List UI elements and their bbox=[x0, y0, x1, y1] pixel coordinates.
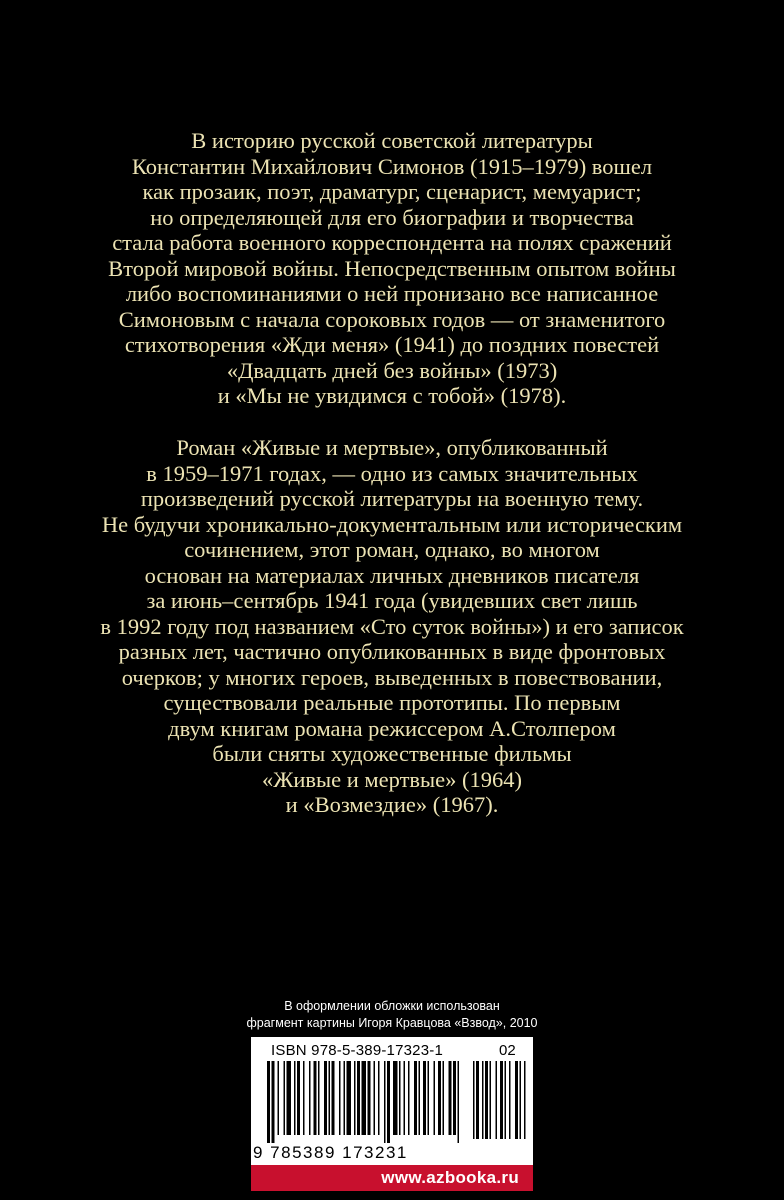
barcode-addon-bar bbox=[509, 1061, 511, 1139]
barcode-bar bbox=[449, 1061, 452, 1135]
text-line: сочинением, этот роман, однако, во многом bbox=[184, 537, 600, 562]
text-line: либо воспоминаниями о ней пронизано все написанное bbox=[125, 281, 659, 306]
text-line: разных лет, частично опубликованных в виде фронтовых bbox=[118, 639, 666, 664]
barcode-addon-bar bbox=[520, 1061, 522, 1139]
text-line: в 1959–1971 годах, — одно из самых значительных bbox=[146, 460, 638, 486]
annotation-paragraph-2 bbox=[40, 435, 744, 818]
text-line: как прозаик, поэт, драматург, сценарист, мемуарист; bbox=[142, 179, 642, 204]
barcode-bar bbox=[314, 1061, 317, 1135]
barcode-addon-bar bbox=[485, 1061, 488, 1139]
barcode-bar bbox=[324, 1061, 327, 1135]
text-line: Константин Михайлович Симонов (1915–1979) вошел bbox=[131, 153, 653, 179]
annotation-paragraph-1 bbox=[40, 128, 744, 409]
barcode-bar bbox=[332, 1061, 335, 1135]
text-line: «Двадцать дней без войны» (1973) bbox=[226, 357, 558, 383]
text-line: Роман «Живые и мертвые», опубликованный bbox=[176, 435, 608, 460]
publisher-url[interactable]: www.azbooka.ru bbox=[251, 1165, 533, 1191]
barcode-bar bbox=[428, 1061, 430, 1135]
text-line: и «Возмездие» (1967). bbox=[285, 792, 499, 817]
barcode-bar bbox=[384, 1061, 386, 1143]
barcode-addon-label: 02 bbox=[499, 1042, 516, 1059]
cover-credit bbox=[0, 998, 784, 1032]
barcode-bar bbox=[318, 1061, 320, 1135]
barcode-addon-bar bbox=[500, 1061, 503, 1139]
barcode-bar bbox=[438, 1061, 441, 1135]
barcode-bar bbox=[267, 1061, 270, 1143]
barcode-bar bbox=[309, 1061, 311, 1135]
barcode-bar bbox=[357, 1061, 360, 1135]
barcode-bar bbox=[408, 1061, 410, 1135]
text-line: были сняты художественные фильмы bbox=[212, 741, 572, 766]
credit-line: фрагмент картины Игоря Кравцова «Взвод», 2010 bbox=[246, 1016, 538, 1030]
credit-line: В оформлении обложки использован bbox=[284, 999, 500, 1013]
barcode-bar bbox=[354, 1061, 356, 1135]
barcode-bar bbox=[434, 1061, 436, 1135]
isbn-barcode bbox=[251, 1037, 533, 1165]
barcode-bar bbox=[399, 1061, 401, 1135]
barcode-addon-bar bbox=[482, 1061, 484, 1139]
barcode-bar bbox=[272, 1061, 275, 1143]
text-line: В историю русской советской литературы bbox=[191, 128, 593, 153]
text-line: в 1992 году под названием «Сто суток войны») и его записок bbox=[100, 613, 684, 639]
barcode-bar bbox=[378, 1061, 380, 1135]
barcode-bar bbox=[387, 1061, 390, 1143]
isbn-label: ISBN 978-5-389-17323-1 bbox=[271, 1042, 444, 1059]
barcode-bar bbox=[339, 1061, 341, 1135]
text-line: Симоновым с начала сороковых годов — от знаменитого bbox=[118, 306, 666, 332]
barcode-bar bbox=[347, 1061, 352, 1135]
text-line: но определяющей для его биографии и творчества bbox=[150, 204, 634, 230]
barcode-bar bbox=[393, 1061, 398, 1135]
barcode-bar bbox=[419, 1061, 421, 1135]
barcode-bar bbox=[344, 1061, 346, 1135]
text-line: очерков; у многих героев, выведенных в повествовании, bbox=[121, 664, 663, 690]
text-line: двум книгам романа режиссером А.Столпером bbox=[168, 715, 616, 741]
text-line: стихотворения «Жди меня» (1941) до поздних повестей bbox=[124, 332, 660, 357]
ean-digits: 9 785389 173231 bbox=[253, 1143, 408, 1162]
barcode-addon-bar bbox=[524, 1061, 526, 1139]
barcode-bar bbox=[303, 1061, 305, 1135]
barcode-bar bbox=[458, 1061, 460, 1143]
barcode-bar bbox=[297, 1061, 300, 1135]
barcode-bar bbox=[423, 1061, 426, 1135]
barcode-bar bbox=[329, 1061, 331, 1135]
barcode-addon-bar bbox=[515, 1061, 518, 1139]
barcode-bar bbox=[278, 1061, 280, 1135]
barcode-addon-bar bbox=[490, 1061, 492, 1139]
barcode-bar bbox=[294, 1061, 296, 1135]
text-line: Второй мировой войны. Непосредственным опытом войны bbox=[108, 255, 676, 281]
text-line: «Живые и мертвые» (1964) bbox=[261, 766, 523, 792]
barcode-bar bbox=[287, 1061, 292, 1135]
text-line: произведений русской литературы на военную тему. bbox=[140, 486, 644, 511]
text-line: за июнь–сентябрь 1941 года (увидевших свет лишь bbox=[146, 588, 638, 613]
text-line: существовали реальные прототипы. По первым bbox=[163, 690, 621, 715]
barcode-bar bbox=[453, 1061, 456, 1135]
barcode-bar bbox=[374, 1061, 376, 1135]
barcode-addon-bar bbox=[473, 1061, 475, 1139]
text-line: основан на материалах личных дневников писателя bbox=[144, 562, 640, 588]
barcode-addon-bar bbox=[496, 1061, 498, 1139]
text-line: Не будучи хроникально-документальным или историческим bbox=[101, 511, 683, 537]
barcode-bars bbox=[251, 1061, 533, 1145]
text-line: и «Мы не увидимся с тобой» (1978). bbox=[217, 383, 567, 408]
barcode-bar bbox=[368, 1061, 371, 1135]
barcode-bar bbox=[404, 1061, 406, 1135]
barcode-addon-bar bbox=[476, 1061, 479, 1139]
barcode-bar bbox=[362, 1061, 367, 1135]
barcode-bar bbox=[284, 1061, 286, 1135]
barcode-bar bbox=[443, 1061, 445, 1135]
barcode-addon-bar bbox=[505, 1061, 507, 1139]
barcode-bar bbox=[414, 1061, 417, 1135]
text-line: стала работа военного корреспондента на полях сражений bbox=[112, 230, 672, 255]
